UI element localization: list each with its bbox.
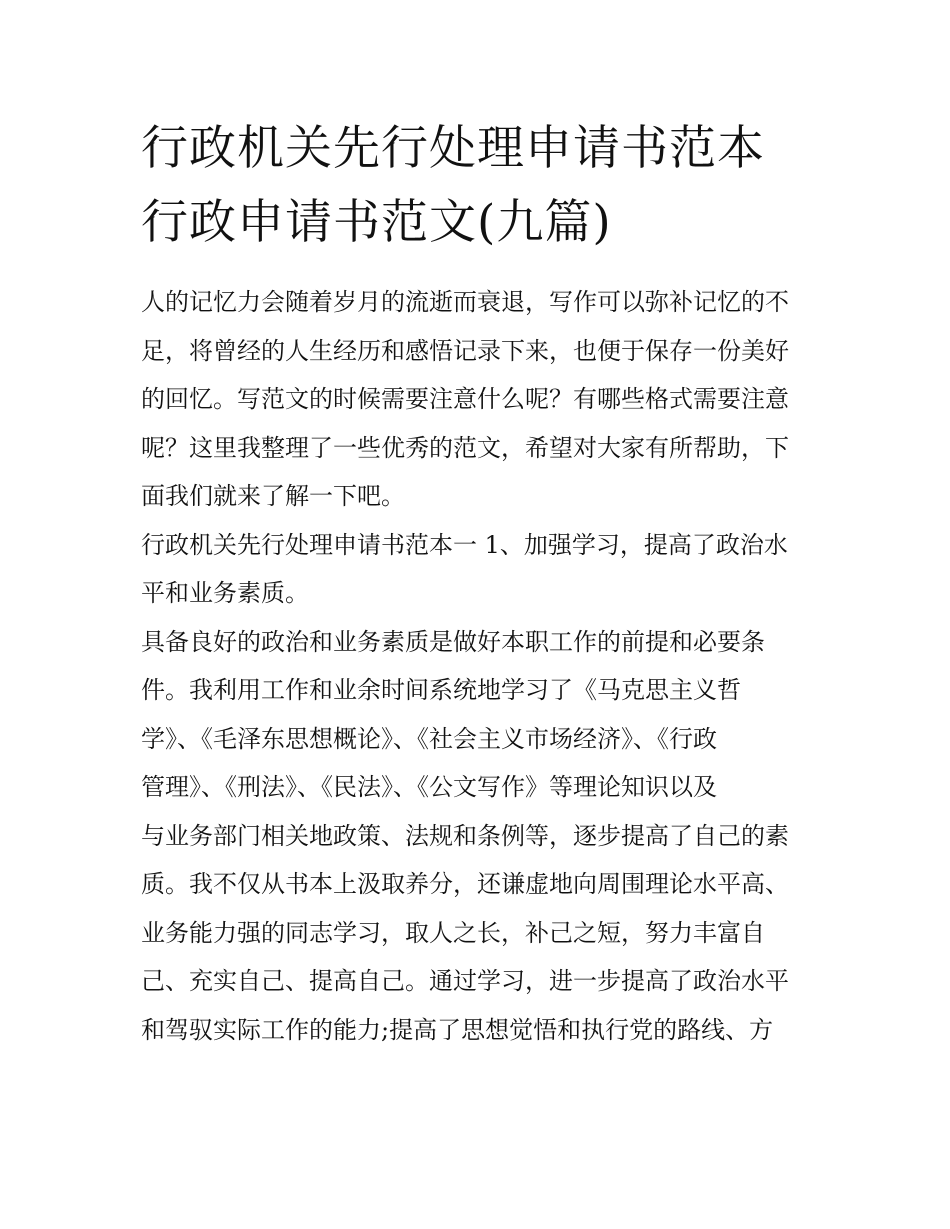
title-spacer [141,260,817,278]
document-body [141,112,817,1054]
section-one-heading-paragraph: 行政机关先行处理申请书范本一 1、加强学习，提高了政治水 平和业务素质。 [141,530,788,607]
body-paragraph: 具备良好的政治和业务素质是做好本职工作的前提和必要条 件。我利用工作和业余时间系统地学习了《马克思主义哲 学》、《毛泽东思想概论》、《社会主义市场经济》、《行政 管理》、《刑法》、《民法》、《公文写作》等理论知识以及 与业务部门相关地政策、法规和条例等，逐步提高了自己的素 质。我不仅从书本上汲取养分，还谦虚地向周围理论水平高、 业务能力强的同志学习，取人之长，补己之短，努力丰富自 己、充实自己、提高自己。通过学习，进一步提高了政治水平 和驾驭实际工作的能力;提高了思想觉悟和执行党的路线、方 [141,627,789,1044]
intro-paragraph: 人的记忆力会随着岁月的流逝而衰退，写作可以弥补记忆的不 足，将曾经的人生经历和感悟记录下来，也便于保存一份美好 的回忆。写范文的时候需要注意什么呢？有哪些格式需要注意 呢？这里我整理了一些优秀的范文，希望对大家有所帮助，下 面我们就来了解一下吧。 [141,288,789,510]
page-title: 行政机关先行处理申请书范本 行政申请书范文(九篇) [141,121,765,250]
